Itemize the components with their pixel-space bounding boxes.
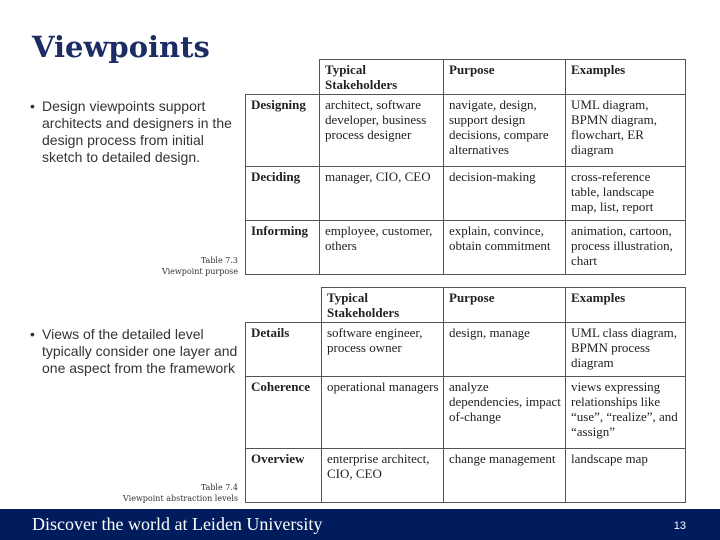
row-label: Coherence bbox=[246, 377, 322, 449]
cell-purpose: change management bbox=[444, 449, 566, 503]
cell-purpose: design, manage bbox=[444, 323, 566, 377]
caption-number: Table 7.3 bbox=[200, 256, 238, 265]
viewpoint-purpose-table bbox=[245, 59, 686, 275]
caption-number: Table 7.4 bbox=[200, 483, 238, 492]
page-number: 13 bbox=[673, 520, 686, 532]
table-header-row bbox=[246, 60, 686, 95]
cell-purpose: explain, convince, obtain commitment bbox=[444, 221, 566, 275]
cell-purpose: decision-making bbox=[444, 167, 566, 221]
row-label: Details bbox=[246, 323, 322, 377]
viewpoint-abstraction-table bbox=[245, 287, 686, 503]
cell-examples: animation, cartoon, process illustration, chart bbox=[566, 221, 686, 275]
cell-stakeholders: operational managers bbox=[322, 377, 444, 449]
header-empty bbox=[246, 60, 320, 95]
cell-examples: UML class diagram, BPMN process diagram bbox=[566, 323, 686, 377]
cell-purpose: navigate, design, support design decisions, compare alternatives bbox=[444, 95, 566, 167]
cell-examples: views expressing relationships like “use”, “realize”, and “assign” bbox=[566, 377, 686, 449]
row-label: Informing bbox=[246, 221, 320, 275]
bullet-detailed-level-views bbox=[30, 326, 240, 377]
table-row bbox=[246, 221, 686, 275]
table-row bbox=[246, 323, 686, 377]
table-row bbox=[246, 95, 686, 167]
table-header-row bbox=[246, 288, 686, 323]
footer-slogan: Discover the world at Leiden University bbox=[32, 514, 323, 534]
header-purpose: Purpose bbox=[444, 60, 566, 95]
cell-examples: cross-reference table, landscape map, list, report bbox=[566, 167, 686, 221]
cell-stakeholders: manager, CIO, CEO bbox=[320, 167, 444, 221]
bullet-design-viewpoints bbox=[30, 98, 240, 166]
cell-stakeholders: enterprise architect, CIO, CEO bbox=[322, 449, 444, 503]
header-empty bbox=[246, 288, 322, 323]
caption-title: Viewpoint purpose bbox=[161, 267, 238, 276]
table-7-3-caption bbox=[162, 255, 238, 277]
header-typical-stakeholders: Typical Stakeholders bbox=[320, 60, 444, 95]
header-examples: Examples bbox=[566, 60, 686, 95]
header-examples: Examples bbox=[566, 288, 686, 323]
bullet-text: Views of the detailed level typically consider one layer and one aspect from the framework bbox=[42, 326, 238, 376]
row-label: Designing bbox=[246, 95, 320, 167]
caption-title: Viewpoint abstraction levels bbox=[123, 494, 238, 503]
cell-stakeholders: architect, software developer, business process designer bbox=[320, 95, 444, 167]
cell-stakeholders: employee, customer, others bbox=[320, 221, 444, 275]
bullet-marker: • bbox=[30, 98, 35, 114]
cell-examples: landscape map bbox=[566, 449, 686, 503]
header-typical-stakeholders: Typical Stakeholders bbox=[322, 288, 444, 323]
bullet-marker: • bbox=[30, 326, 35, 342]
table-row bbox=[246, 449, 686, 503]
table-row bbox=[246, 377, 686, 449]
bullet-text: Design viewpoints support architects and designers in the design process from initial sketch to detailed design. bbox=[42, 98, 232, 165]
slide-title: Viewpoints bbox=[32, 30, 210, 64]
header-purpose: Purpose bbox=[444, 288, 566, 323]
row-label: Deciding bbox=[246, 167, 320, 221]
cell-purpose: analyze dependencies, impact of-change bbox=[444, 377, 566, 449]
table-7-4-caption bbox=[123, 482, 238, 504]
cell-stakeholders: software engineer, process owner bbox=[322, 323, 444, 377]
cell-examples: UML diagram, BPMN diagram, flowchart, ER diagram bbox=[566, 95, 686, 167]
row-label: Overview bbox=[246, 449, 322, 503]
footer-bar bbox=[0, 509, 720, 540]
table-row bbox=[246, 167, 686, 221]
